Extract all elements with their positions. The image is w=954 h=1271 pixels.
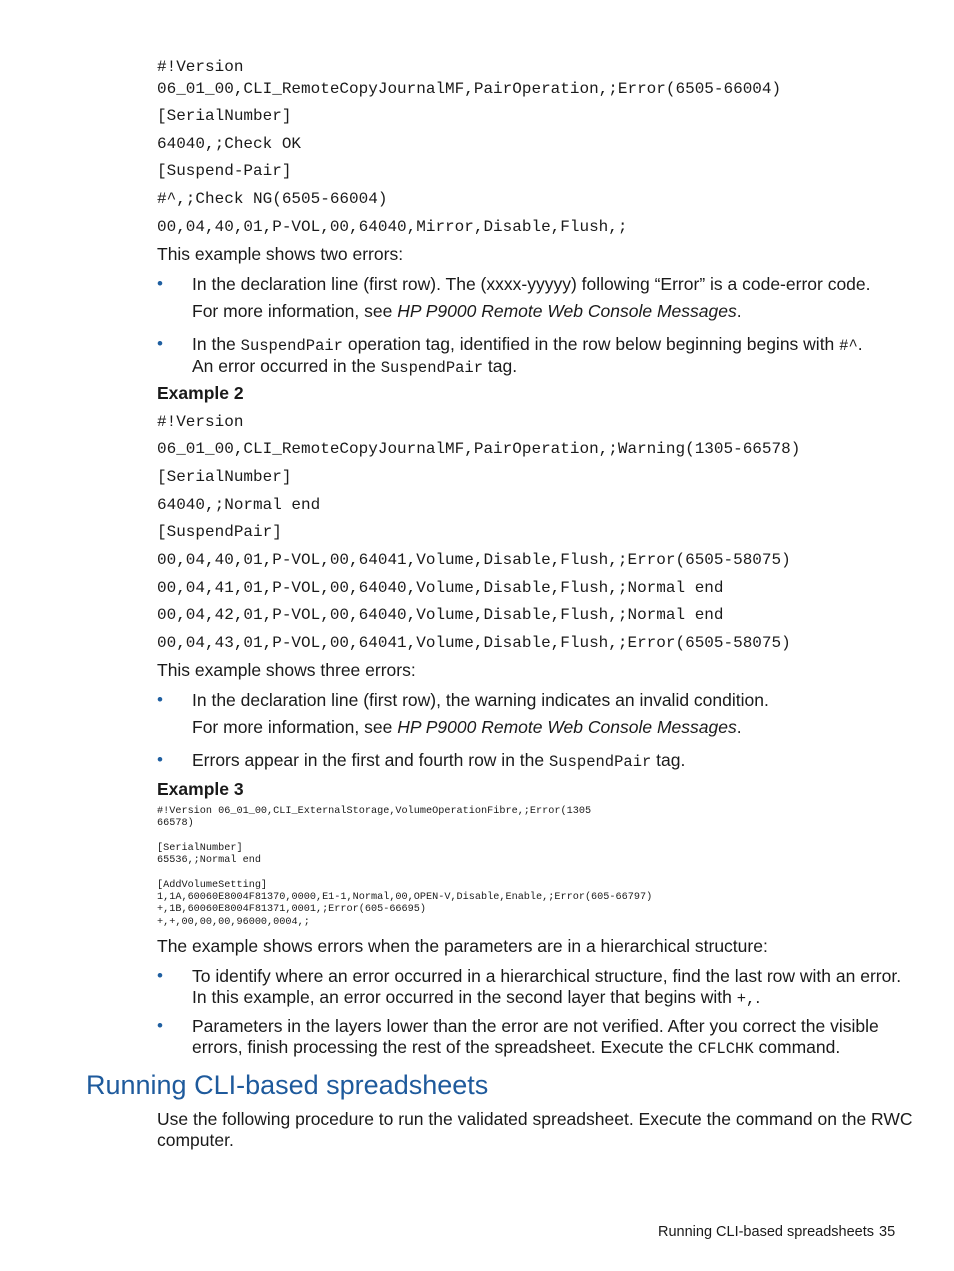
bullet-icon: •	[157, 966, 163, 985]
code-line: [SerialNumber]	[157, 843, 243, 854]
page-number: 35	[879, 1224, 896, 1240]
inline-code: SuspendPair	[548, 753, 652, 771]
code-line: 66578)	[157, 818, 194, 829]
bullet-icon: •	[157, 690, 163, 709]
bullet-text: In this example, an error occurred in the second layer that begins with +,.	[192, 987, 761, 1008]
bullet-icon: •	[157, 274, 163, 293]
example-heading: Example 2	[157, 383, 244, 403]
code-line: #!Version 06_01_00,CLI_ExternalStorage,VolumeOperationFibre,;Error(1305	[157, 806, 592, 817]
code-line: [Suspend-Pair]	[157, 162, 292, 180]
paragraph: The example shows errors when the parameters are in a hierarchical structure:	[157, 936, 768, 956]
code-line: [SerialNumber]	[157, 107, 292, 125]
code-line: [SuspendPair]	[157, 523, 282, 541]
inline-code: CFLCHK	[697, 1040, 754, 1058]
code-line: +,+,00,00,00,96000,0004,;	[157, 917, 310, 928]
bullet-text: errors, finish processing the rest of the spreadsheet. Execute the CFLCHK command.	[192, 1037, 841, 1058]
bullet-icon: •	[157, 334, 163, 353]
paragraph: This example shows two errors:	[157, 244, 404, 264]
code-line: 65536,;Normal end	[157, 855, 261, 866]
code-line: 06_01_00,CLI_RemoteCopyJournalMF,PairOperation,;Warning(1305-66578)	[157, 440, 801, 458]
code-line: 00,04,40,01,P-VOL,00,64041,Volume,Disable,Flush,;Error(6505-58075)	[157, 551, 791, 569]
code-line: 00,04,43,01,P-VOL,00,64041,Volume,Disable,Flush,;Error(6505-58075)	[157, 634, 791, 652]
code-line: #^,;Check NG(6505-66004)	[157, 190, 388, 208]
code-line: 06_01_00,CLI_RemoteCopyJournalMF,PairOperation,;Error(6505-66004)	[157, 80, 782, 98]
code-line: [SerialNumber]	[157, 468, 292, 486]
paragraph: computer.	[157, 1130, 234, 1150]
code-line: +,1B,60060E8004F81371,0001,;Error(605-66695)	[157, 904, 426, 915]
bullet-text: To identify where an error occurred in a hierarchical structure, find the last row with an error.	[192, 966, 902, 986]
bullet-text-more: For more information, see HP P9000 Remote Web Console Messages.	[192, 717, 742, 737]
bullet-text: In the declaration line (first row), the warning indicates an invalid condition.	[192, 690, 769, 710]
footer-label: Running CLI-based spreadsheets	[658, 1224, 875, 1240]
code-line: 00,04,41,01,P-VOL,00,64040,Volume,Disable,Flush,;Normal end	[157, 579, 724, 597]
bullet-text: In the declaration line (first row). The (xxxx-yyyyy) following “Error” is a code-error code.	[192, 274, 871, 294]
code-line: 00,04,40,01,P-VOL,00,64040,Mirror,Disable,Flush,;	[157, 218, 628, 236]
section-heading: Running CLI-based spreadsheets	[86, 1070, 489, 1100]
paragraph: Use the following procedure to run the validated spreadsheet. Execute the command on the RWC	[157, 1109, 913, 1129]
code-line: 00,04,42,01,P-VOL,00,64040,Volume,Disable,Flush,;Normal end	[157, 606, 724, 624]
inline-code: SuspendPair	[380, 359, 484, 377]
code-line: [AddVolumeSetting]	[157, 880, 268, 891]
code-line: 64040,;Check OK	[157, 135, 302, 153]
doc-reference: HP P9000 Remote Web Console Messages	[397, 301, 737, 321]
inline-code: SuspendPair	[240, 337, 343, 355]
bullet-text: An error occurred in the SuspendPair tag.	[192, 356, 518, 377]
bullet-text: Parameters in the layers lower than the error are not verified. After you correct the visible	[192, 1016, 879, 1036]
bullet-icon: •	[157, 1016, 163, 1035]
example-heading: Example 3	[157, 779, 244, 799]
code-line: #!Version	[157, 58, 244, 76]
doc-reference: HP P9000 Remote Web Console Messages	[397, 717, 737, 737]
bullet-text: In the SuspendPair operation tag, identified in the row below beginning begins with #^.	[192, 334, 863, 355]
inline-code: #^	[839, 337, 858, 355]
code-line: 64040,;Normal end	[157, 496, 321, 514]
bullet-icon: •	[157, 750, 163, 769]
bullet-text: Errors appear in the first and fourth row in the SuspendPair tag.	[192, 750, 686, 771]
code-line: 1,1A,60060E8004F81370,0000,E1-1,Normal,00,OPEN-V,Disable,Enable,;Error(605-66797)	[157, 892, 653, 903]
inline-code: +,	[736, 990, 756, 1008]
paragraph: This example shows three errors:	[157, 660, 416, 680]
bullet-text-more: For more information, see HP P9000 Remote Web Console Messages.	[192, 301, 742, 321]
code-line: #!Version	[157, 413, 244, 431]
